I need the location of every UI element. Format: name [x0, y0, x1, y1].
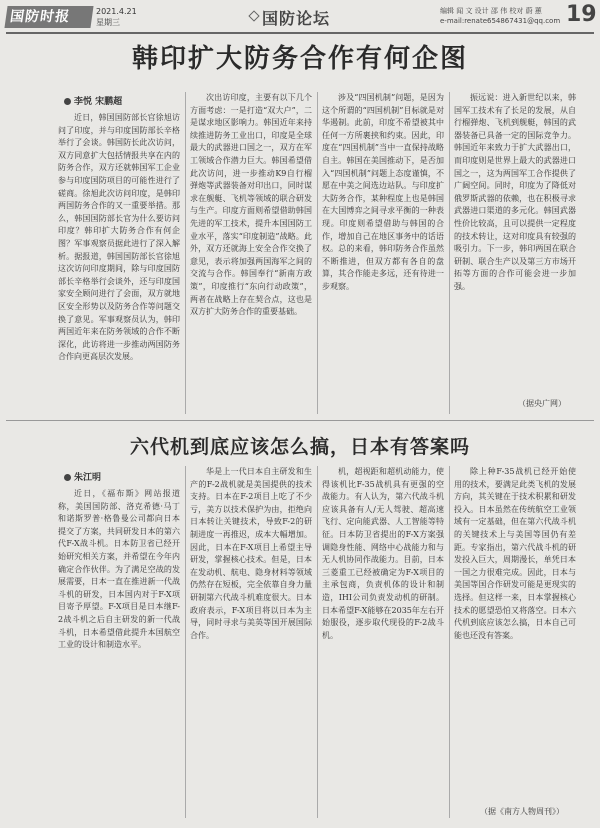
page-number: 19: [566, 2, 597, 27]
article2-column-2: [190, 466, 312, 816]
editor-names: 编辑 闻 文 设计 邵 伟 校对 蔚 蕙: [440, 7, 542, 15]
date-text: 2021.4.21: [96, 7, 137, 16]
article1-col4-text: 振远说：进入新世纪以来，韩国军工技术有了长足的发展，从自行榴弹炮、飞机到舰艇，韩国的武器装备已具备一定的国际竞争力。韩国近年来致力于扩大武器出口，而印度则是世界上最大的武器进口国之一，这为两国军工合作提供了广阔空间。同时，印度为了降低对俄罗斯武器的依赖，也在积极寻求武器进口渠道的多元化。韩国武器性价比较高，且可以提供一定程度的技术转让，这对印度具有较强的吸引力。下一步，韩印两国在联合研制、联合生产以及第三方市场开拓等方面的合作可能会进一步加强。: [454, 93, 576, 291]
article-separator: [6, 420, 594, 421]
column-divider: [449, 466, 450, 818]
column-divider: [317, 92, 318, 414]
article1-source: （据央广网）: [518, 399, 566, 408]
article2-byline: [64, 470, 101, 483]
article1-column-2: [190, 92, 312, 412]
newspaper-logo: 国防时报: [4, 6, 93, 28]
article2-headline: 六代机到底应该怎么搞，日本有答案吗: [129, 436, 470, 458]
article1-headline: 韩印扩大防务合作有何企图: [131, 44, 468, 74]
byline-bullet-icon: [64, 98, 71, 105]
article1-column-4: [454, 92, 576, 382]
article2-column-4: [454, 466, 576, 796]
weekday-text: 星期三: [96, 18, 120, 27]
article2-col1-text: 近日，《福布斯》网站报道称，美国国防部、洛克希德·马丁和诺斯罗普·格鲁曼公司都向日本提交了方案，共同研发日本的第六代F-X战斗机。日本防卫省已经开始研究相关方案，并希望在今年内确定合作伙伴。为了满足空战的发展需要，日本一直在推进新一代战斗机的研发，日本国内对于F-X项目寄予厚望。F-X项目是日本继F-2战斗机之后自主研发的新一代战斗机，日本希望借此提升本国航空工业的设计和制造水平。: [58, 489, 180, 650]
article1-col1-text: 近日，韩国国防部长官徐旭访问了印度，并与印度国防部长辛格举行了会谈。韩国防长此次访问，双方同意扩大包括情报共享在内的防务合作，双方还就韩国军工企业参与印度国防项目的可能性进行了磋商。徐旭此次访问印度，是韩印两国防务合作的又一重要举措。那么，韩国国防部长官为什么要访问印度？韩印扩大防务合作有何企图？军事观察员据此进行了深入解析。据报道，韩国国防部长官徐旭这次访问印度期间，除与印度国防部长辛格举行会谈外，还与印度国家安全顾问进行了会面，双方就地区安全形势以及防务合作等问题交换了意见。军事观察员认为，韩印两国近年来在防务领域的合作不断深化，此访将进一步推动两国防务合作向更高层次发展。: [58, 113, 180, 362]
article1-col3-text: 涉及“四国机制”问题，是因为这个所谓的“四国机制”目标就是对华遏制。此前，印度不希望被其中任何一方所裹挟和约束。因此，印度在“四国机制”当中一直保持战略自主。韩国在美国推动下，是否加入“四国机制”问题上态度谨慎，不愿在中美之间选边站队。与印度扩大防务合作，某种程度上也是韩国在大国博弈之间寻求平衡的一种表现。印度则希望借助与韩国的合作，增加自己在地区事务中的话语权。总的来看，韩印防务合作虽然不断推进，但双方都有各自的盘算，其合作能走多远，还有待进一步观察。: [322, 93, 444, 291]
editor-email: e-mail:renate654867431@qq.com: [440, 17, 561, 25]
masthead-rule: [6, 32, 594, 34]
masthead: [0, 0, 600, 36]
column-divider: [185, 92, 186, 414]
column-divider: [317, 466, 318, 818]
column-divider: [449, 92, 450, 414]
editor-credits: [440, 6, 560, 26]
diamond-icon: [248, 10, 259, 21]
issue-date: [96, 6, 137, 28]
article2-column-1: [58, 488, 180, 814]
article2-source: （据《南方人物周刊》）: [480, 807, 564, 816]
article2-col4-text: 除上种F-35战机已经开始使用的技术，要满足此类飞机的发展方向，其关键在于技术积累和研发投入。日本虽然在传统航空工业领域有一定基础，但在第六代战斗机的关键技术上与美国等国仍有差距。专家指出，第六代战斗机的研发投入巨大，周期漫长，单凭日本一国之力很难完成。因此，日本与美国等国合作研发可能是更现实的选择。但这样一来，日本掌握核心技术的愿望恐怕又将落空。日本六代机到底应该怎么搞，日本自己可能也还没有答案。: [454, 467, 576, 640]
article2-column-3: [322, 466, 444, 816]
article2-author: 朱江明: [74, 473, 102, 483]
article2-col3-text: 机，超视距和超机动能力，使得该机比F-35战机具有更强的空战能力。有人认为，第六代战斗机应该具备有人/无人驾驶、超高速飞行、定向能武器、人工智能等特征。日本防卫省提出的F-X方案强调隐身性能、网络中心战能力和与无人机协同作战能力。目前，日本三菱重工已经被确定为F-X项目的主承包商，负责机体的设计和制造，IHI公司负责发动机的研制。日本希望F-X能够在2035年左右开始服役，逐步取代现役的F-2战斗机。: [322, 467, 444, 640]
article1-col2-text: 次出访印度，主要有以下几个方面考虑：一是打造“双大户”，二是谋求地区影响力。韩国近年来持续推进防务工业出口，印度是全球最大的武器进口国之一，双方在军工领域合作潜力巨大。韩国希望借此次访问，进一步推动K9自行榴弹炮等武器装备对印出口，同时谋求在舰艇、飞机等领域的联合研发与生产。印度方面则希望借助韩国先进的军工技术，提升本国国防工业水平，落实“印度制造”战略。此外，双方还就海上安全合作交换了意见，表示将加强两国海军之间的交流与合作。韩国奉行“新南方政策”，印度推行“东向行动政策”，两者在战略上存在契合点，这也是双方扩大防务合作的重要基础。: [190, 93, 312, 317]
article1-byline: [64, 94, 122, 107]
section-title: 国防论坛: [262, 9, 331, 28]
article2-col2-text: 华是上一代日本自主研发和生产的F-2战机就是美国提供的技术支持。日本在F-2项目上吃了不少亏，美方以技术保护为由，拒绝向日本转让关键技术，导致F-2的研制进度一再推迟，成本大幅增加。因此，日本在F-X项目上希望主导研发，掌握核心技术。但是，日本在发动机、航电、隐身材料等领域仍然存在短板，完全依靠自身力量研制第六代战斗机难度很大。日本政府表示，F-X项目将以日本为主导，同时寻求与美英等国开展国际合作。: [190, 467, 312, 640]
article1-column-1: [58, 112, 180, 412]
article1-author: 李悦 宋鹏超: [74, 97, 123, 107]
column-divider: [185, 466, 186, 818]
article1-column-3: [322, 92, 444, 412]
byline-bullet-icon: [64, 474, 71, 481]
